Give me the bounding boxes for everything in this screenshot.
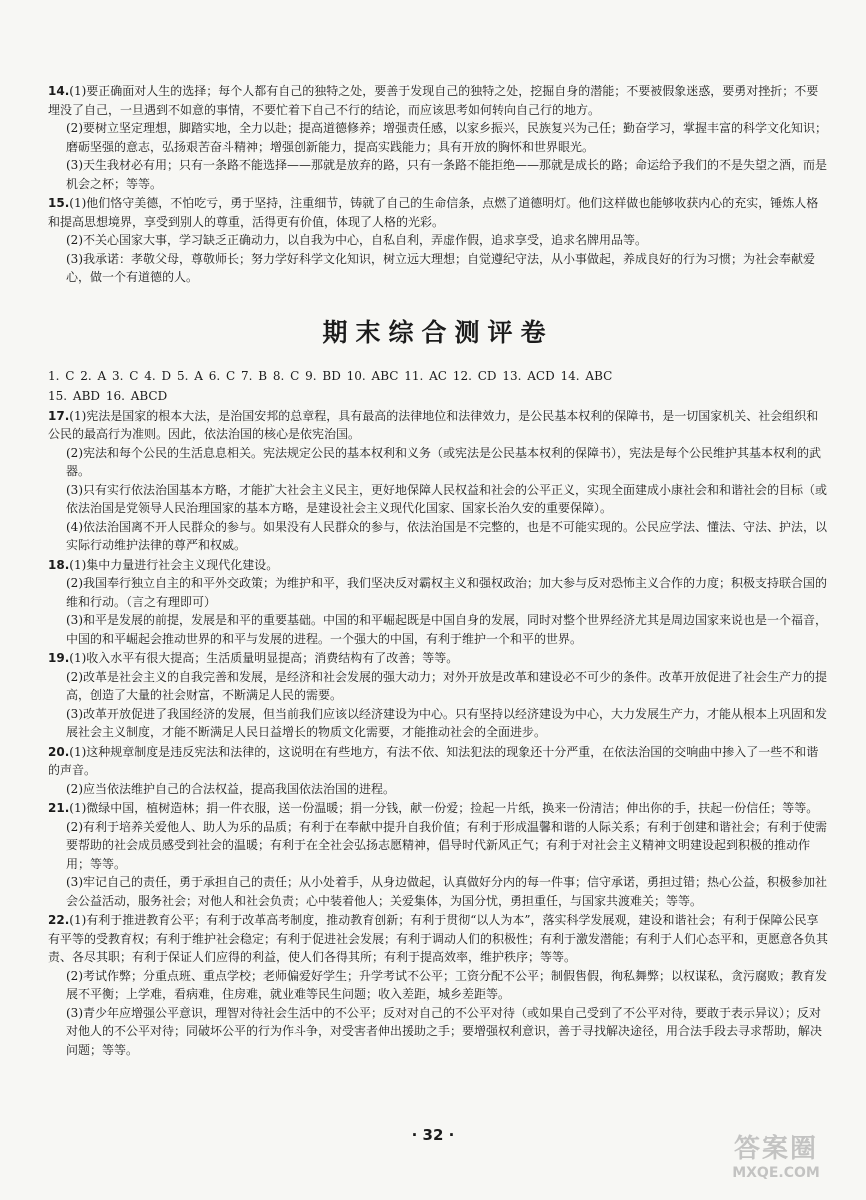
answer-text: (1)微绿中国，植树造林；捐一件衣服，送一份温暖；捐一分钱，献一份爱；捡起一片纸，换来一份清洁；伸出你的手，扶起一份信任；等等。 [69,801,819,815]
question-number: 21. [48,801,70,815]
answer-paragraph [48,668,828,705]
answer-item [48,799,828,910]
answer-text: (3)青少年应增强公平意识，理智对待社会生活中的不公平；反对对自己的不公平对待（或如果自己受到了不公平对待，要敢于表示异议）；反对对他人的不公平对待；同破坏公平的行为作斗争，对受害者伸出援助之手；要增强权利意识，善于寻找解决途径，用合法手段去寻求帮助，解决问题；等等。 [66,1005,823,1057]
answer-text: (1)要正确面对人生的选择；每个人都有自己的独特之处，要善于发现自己的独特之处，挖掘自身的潜能；不要被假象迷惑，要勇对挫折；不要埋没了自己，一旦遇到不如意的事情，不要忙着下自己不行的结论，而应该思考如何转向自己行的地方。 [48,84,819,117]
top-answer-section [48,82,828,287]
watermark-url: MXQE.COM [732,1165,820,1181]
answer-paragraph [48,1004,828,1060]
answer-paragraph [48,705,828,742]
answer-item [48,194,828,287]
answer-paragraph [48,119,828,156]
question-number: 19. [48,651,70,665]
open-answer-section [48,407,828,1060]
answer-text: (2)我国奉行独立自主的和平外交政策；为维护和平，我们坚决反对霸权主义和强权政治；加大参与反对恐怖主义合作的力度；积极支持联合国的维和行动。（言之有理即可） [66,576,828,609]
answer-text: (2)不关心国家大事，学习缺乏正确动力，以自我为中心，自私自利，弄虚作假，追求享受，追求名牌用品等。 [66,233,648,247]
answer-text: (2)宪法和每个公民的生活息息相关。宪法规定公民的基本权利和义务（或宪法是公民基本权利的保障书），宪法是每个公民维护其基本权利的武器。 [66,445,822,478]
question-number: 22. [48,913,70,927]
answer-paragraph [48,799,828,818]
answer-text: (2)要树立坚定理想，脚踏实地，全力以赴；提高道德修养；增强责任感，以家乡振兴，民族复兴为己任；勤奋学习，掌握丰富的科学文化知识；磨砺坚强的意志，弘扬艰苦奋斗精神；增强创新能力，提高实践能力；具有开放的胸怀和世界眼光。 [66,121,828,154]
answer-paragraph [48,743,828,780]
section-title: 期末综合测评卷 [322,317,554,347]
answer-item [48,82,828,193]
answer-text: (3)天生我材必有用；只有一条路不能选择——那就是放弃的路，只有一条路不能拒绝——那就是成长的路；命运给予我们的不是失望之酒，而是机会之杯；等等。 [66,158,828,191]
answer-text: (3)改革开放促进了我国经济的发展，但当前我们应该以经济建设为中心。只有坚持以经济建设为中心，大力发展生产力，才能从根本上巩固和发展社会主义制度，才能不断满足人民日益增长的物质文化需要，才能推动社会的全面进步。 [66,706,828,739]
answer-text: (3)我承诺：孝敬父母，尊敬师长；努力学好科学文化知识，树立远大理想；自觉遵纪守法，从小事做起，养成良好的行为习惯；为社会奉献爱心，做一个有道德的人。 [66,251,816,284]
answer-paragraph [48,444,828,481]
question-number: 15. [48,196,70,210]
answer-paragraph [48,611,828,648]
answer-paragraph [48,649,828,668]
answer-text: (1)收入水平有很大提高；生活质量明显提高；消费结构有了改善；等等。 [69,651,459,665]
answer-text: (2)应当依法维护自己的合法权益，提高我国依法治国的进程。 [66,781,396,796]
answer-text: (1)他们恪守美德，不怕吃亏，勇于坚持，注重细节，铸就了自己的生命信条，点燃了道德明灯。他们这样做也能够收获内心的充实，锤炼人格和提高思想境界，享受到别人的尊重，活得更有价值，体现了人格的光彩。 [48,196,819,229]
answer-paragraph [48,556,828,575]
answer-item [48,407,828,555]
answer-item [48,649,828,742]
question-number: 20. [48,744,70,759]
answer-paragraph [48,194,828,231]
answer-paragraph [48,911,828,967]
mc-line-2: 15. ABD 16. ABCD [48,388,168,403]
answer-paragraph [48,967,828,1004]
answer-paragraph [48,818,828,874]
answer-text: (1)宪法是国家的根本大法，是治国安邦的总章程，具有最高的法律地位和法律效力，是公民基本权利的保障书，是一切国家机关、社会组织和公民的最高行为准则。因此，依法治国的核心是依宪治国。 [48,408,819,441]
answer-paragraph [48,231,828,250]
answer-paragraph [48,156,828,193]
mc-line-1: 1. C 2. A 3. C 4. D 5. A 6. C 7. B 8. C 9. BD 10. ABC 11. AC 12. CD 13. ACD 14. ABC [48,368,613,383]
answer-item [48,743,828,799]
multiple-choice-answers [48,367,828,405]
answer-paragraph [48,574,828,611]
watermark-logo: 答案圈 [733,1134,818,1164]
answer-paragraph [48,780,828,799]
answer-text: (4)依法治国离不开人民群众的参与。如果没有人民群众的参与，依法治国是不完整的，也是不可能实现的。公民应学法、懂法、守法、护法，以实际行动维护法律的尊严和权威。 [66,519,828,552]
question-number: 14. [48,84,70,98]
answer-page [48,82,828,1060]
answer-item [48,911,828,1059]
question-number: 18. [48,557,70,572]
page-number: · 32 · [411,1126,455,1144]
answer-item [48,556,828,649]
answer-text: (3)牢记自己的责任，勇于承担自己的责任；从小处着手，从身边做起，认真做好分内的每一件事；信守承诺，勇担过错；热心公益，积极参加社会公益活动，服务社会；对他人和社会负责；心中装着他人；关爱集体，为国分忧，勇担重任，与国家共渡难关；等等。 [66,875,828,908]
answer-paragraph [48,873,828,910]
answer-paragraph [48,407,828,444]
answer-text: (2)考试作弊；分重点班、重点学校；老师偏爱好学生；升学考试不公平；工资分配不公平；制假售假，徇私舞弊；以权谋私，贪污腐败；教育发展不平衡；上学难，看病难，住房难，就业难等民生问题；收入差距，城乡差距等。 [66,968,828,1001]
answer-text: (1)有利于推进教育公平；有利于改革高考制度，推动教育创新；有利于贯彻“以人为本”，落实科学发展观，建设和谐社会；有利于保障公民享有平等的受教育权；有利于维护社会稳定；有利于促进社会发展；有利于调动人们的积极性；有利于激发潜能；有利于人们心态平和，更愿意各负其责、各尽其职；有利于保证人们应得的利益，使人们各得其所；有利于提高效率，维护秩序；等等。 [48,913,829,964]
answer-text: (3)只有实行依法治国基本方略，才能扩大社会主义民主，更好地保障人民权益和社会的公平正义，实现全面建成小康社会和和谐社会的目标（或依法治国是党领导人民治理国家的基本方略，是建设社会主义现代化国家、国家长治久安的重要保障）。 [66,482,828,515]
question-number: 17. [48,408,70,423]
answer-text: (1)这种规章制度是违反宪法和法律的，这说明在有些地方，有法不依、知法犯法的现象还十分严重，在依法治国的交响曲中掺入了一些不和谐的声音。 [48,744,819,777]
answer-text: (1)集中力量进行社会主义现代化建设。 [69,557,279,572]
answer-text: (3)和平是发展的前提，发展是和平的重要基础。中国的和平崛起既是中国自身的发展，同时对整个世界经济尤其是周边国家来说也是一个福音，中国的和平崛起会推动世界的和平与发展的进程。一个强大的中国，有利于维护一个和平的世界。 [66,613,828,646]
answer-paragraph [48,481,828,518]
watermark [706,1128,846,1186]
answer-paragraph [48,82,828,119]
answer-paragraph [48,250,828,287]
answer-text: (2)有利于培养关爱他人、助人为乐的品质；有利于在奉献中提升自我价值；有利于形成温馨和谐的人际关系；有利于创建和谐社会；有利于使需要帮助的社会成员感受到社会的温暖；有利于在全社会弘扬志愿精神，倡导时代新风正气；有利于对社会主义精神文明建设起到积极的推动作用；等等。 [66,819,828,871]
answer-text: (2)改革是社会主义的自我完善和发展，是经济和社会发展的强大动力；对外开放是改革和建设必不可少的条件。改革开放促进了社会生产力的提高，创造了大量的社会财富，不断满足人民的需要。 [66,669,828,702]
answer-paragraph [48,518,828,555]
